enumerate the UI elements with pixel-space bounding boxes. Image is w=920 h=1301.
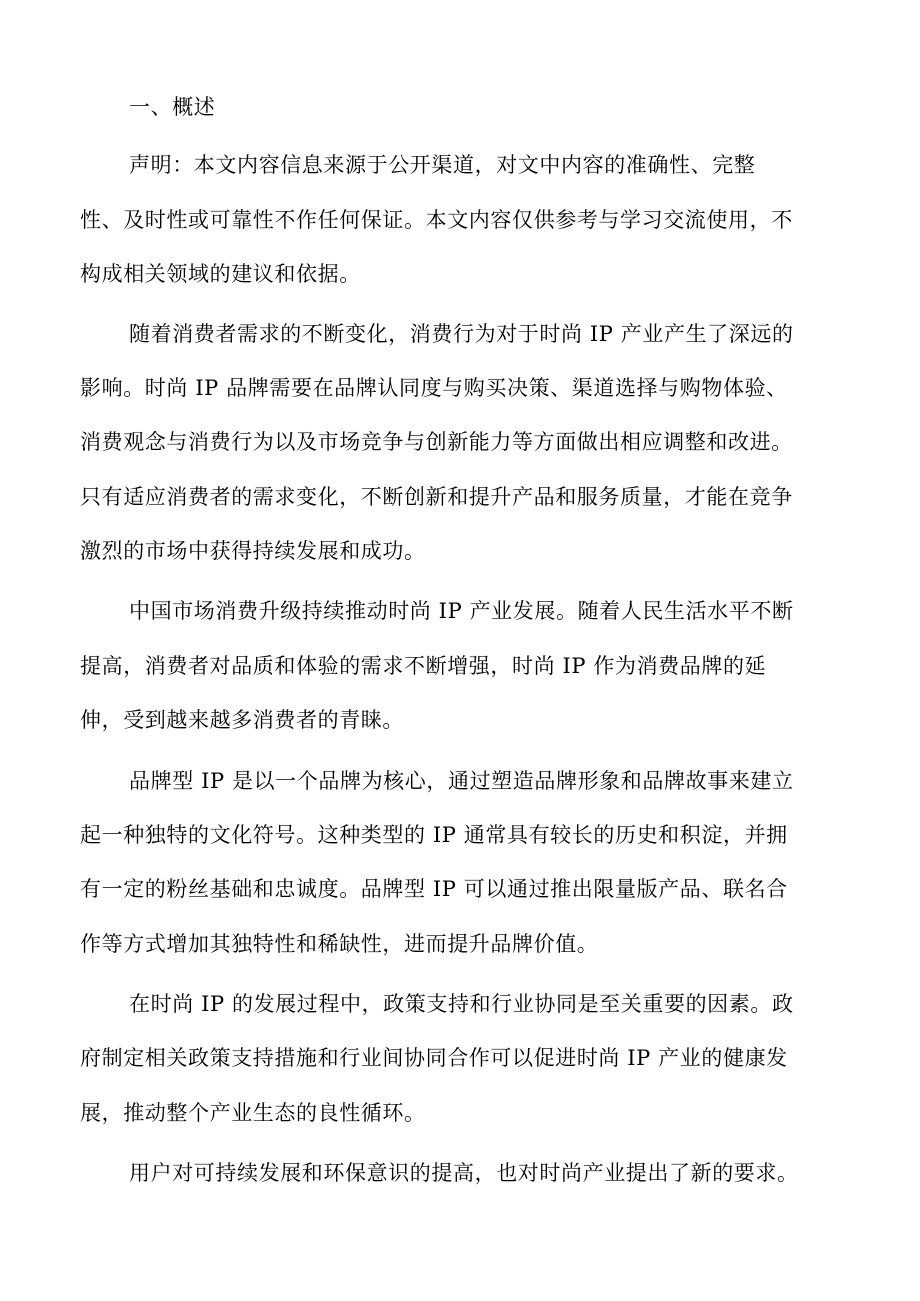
paragraph-consumer-line-2: 影响。时尚 IP 品牌需要在品牌认同度与购买决策、渠道选择与购物体验、	[80, 376, 788, 400]
paragraph-sustainability-line-1: 用户对可持续发展和环保意识的提高，也对时尚产业提出了新的要求。	[129, 1161, 799, 1185]
section-heading: 一、概述	[129, 95, 216, 119]
paragraph-brand-ip-line-1: 品牌型 IP 是以一个品牌为核心，通过塑造品牌形象和品牌故事来建立	[129, 769, 794, 793]
paragraph-consumer-line-1: 随着消费者需求的不断变化，消费行为对于时尚 IP 产业产生了深远的	[129, 322, 794, 346]
paragraph-brand-ip-line-2: 起一种独特的文化符号。这种类型的 IP 通常具有较长的历史和积淀，并拥	[80, 823, 788, 847]
paragraph-brand-ip-line-3: 有一定的粉丝基础和忠诚度。品牌型 IP 可以通过推出限量版产品、联名合	[80, 877, 788, 901]
paragraph-market-line-3: 伸，受到越来越多消费者的青睐。	[80, 708, 404, 732]
paragraph-policy-line-1: 在时尚 IP 的发展过程中，政策支持和行业协同是至关重要的因素。政	[129, 992, 794, 1016]
disclaimer-line-2: 性、及时性或可靠性不作任何保证。本文内容仅供参考与学习交流使用，不	[80, 208, 793, 232]
paragraph-policy-line-2: 府制定相关政策支持措施和行业间协同合作可以促进时尚 IP 产业的健康发	[80, 1046, 788, 1070]
disclaimer-line-1: 声明：本文内容信息来源于公开渠道，对文中内容的准确性、完整	[129, 153, 756, 177]
paragraph-market-line-1: 中国市场消费升级持续推动时尚 IP 产业发展。随着人民生活水平不断	[129, 599, 794, 623]
paragraph-consumer-line-4: 只有适应消费者的需求变化，不断创新和提升产品和服务质量，才能在竞争	[80, 485, 793, 509]
paragraph-market-line-2: 提高，消费者对品质和体验的需求不断增强，时尚 IP 作为消费品牌的延	[80, 654, 767, 678]
paragraph-consumer-line-5: 激烈的市场中获得持续发展和成功。	[80, 539, 426, 563]
paragraph-brand-ip-line-4: 作等方式增加其独特性和稀缺性，进而提升品牌价值。	[80, 932, 599, 956]
paragraph-consumer-line-3: 消费观念与消费行为以及市场竞争与创新能力等方面做出相应调整和改进。	[80, 430, 793, 454]
disclaimer-line-3: 构成相关领域的建议和依据。	[80, 262, 361, 286]
paragraph-policy-line-3: 展，推动整个产业生态的良性循环。	[80, 1101, 426, 1125]
